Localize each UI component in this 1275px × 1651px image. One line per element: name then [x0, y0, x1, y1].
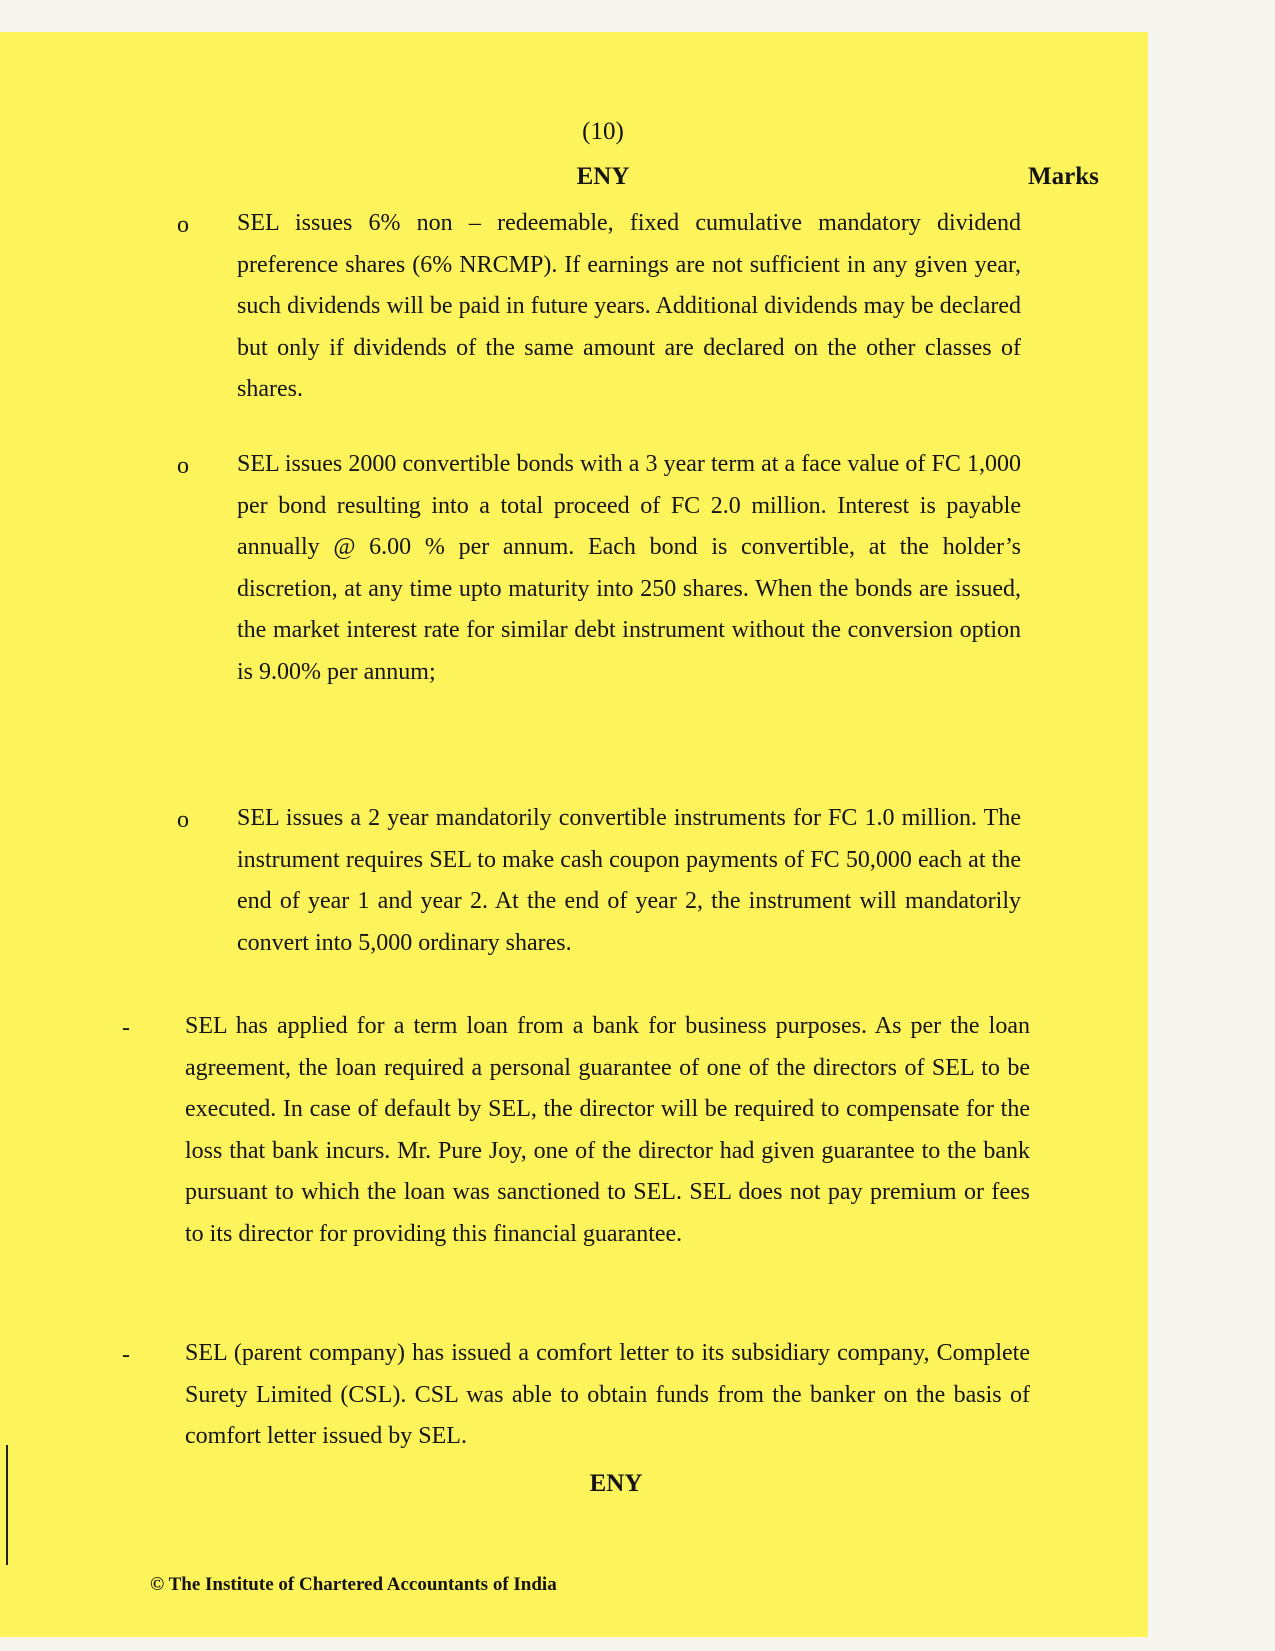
header-marks-label: Marks [1028, 163, 1099, 190]
sub-item-convertible-bonds: SEL issues 2000 convertible bonds with a 3 year term at a face value of FC 1,000 per bond resulting into a total proceed of FC 2.0 million. Interest is payable annually @ 6.00 % per annum. Each bond is convertible, at the holder’s discretion, at any time upto maturity into 250 shares. When the bonds are issued, the market interest rate for similar debt instrument without the conversion option is 9.00% per annum; [237, 451, 1021, 685]
page-number: (10) [582, 118, 624, 145]
dash-bullet-2: - [122, 1342, 130, 1368]
sub-item-nrcmp-shares: SEL issues 6% non – redeemable, fixed cumulative mandatory dividend preference shares (6% NRCMP). If earnings are not sufficient in any given year, such dividends will be paid in future years. Additional dividends may be declared but only if dividends of the same amount are declared on the other classes of shares. [237, 210, 1021, 403]
circle-bullet-3: o [177, 807, 189, 833]
sub-item-mandatorily-convertible: SEL issues a 2 year mandatorily convertible instruments for FC 1.0 million. The instrument requires SEL to make cash coupon payments of FC 50,000 each at the end of year 1 and year 2. At the end of year 2, the instrument will mandatorily convert into 5,000 ordinary shares. [237, 805, 1021, 956]
copyright-notice: © The Institute of Chartered Accountants of India [150, 1574, 557, 1595]
dash-item-personal-guarantee: SEL has applied for a term loan from a bank for business purposes. As per the loan agreement, the loan required a personal guarantee of one of the directors of SEL to be executed. In case of default by SEL, the director will be required to compensate for the loss that bank incurs. Mr. Pure Joy, one of the director had given guarantee to the bank pursuant to which the loan was sanctioned to SEL. SEL does not pay premium or fees to its director for providing this financial guarantee. [185, 1013, 1030, 1247]
footer-paper-code: ENY [589, 1470, 643, 1497]
dash-bullet-1: - [122, 1015, 130, 1041]
header-paper-code: ENY [576, 163, 630, 190]
dash-item-comfort-letter: SEL (parent company) has issued a comfort letter to its subsidiary company, Complete Surety Limited (CSL). CSL was able to obtain funds from the banker on the basis of comfort letter issued by SEL. [185, 1340, 1030, 1450]
scan-edge-mark [6, 1445, 8, 1565]
circle-bullet-2: o [177, 453, 189, 479]
circle-bullet-1: o [177, 212, 189, 238]
